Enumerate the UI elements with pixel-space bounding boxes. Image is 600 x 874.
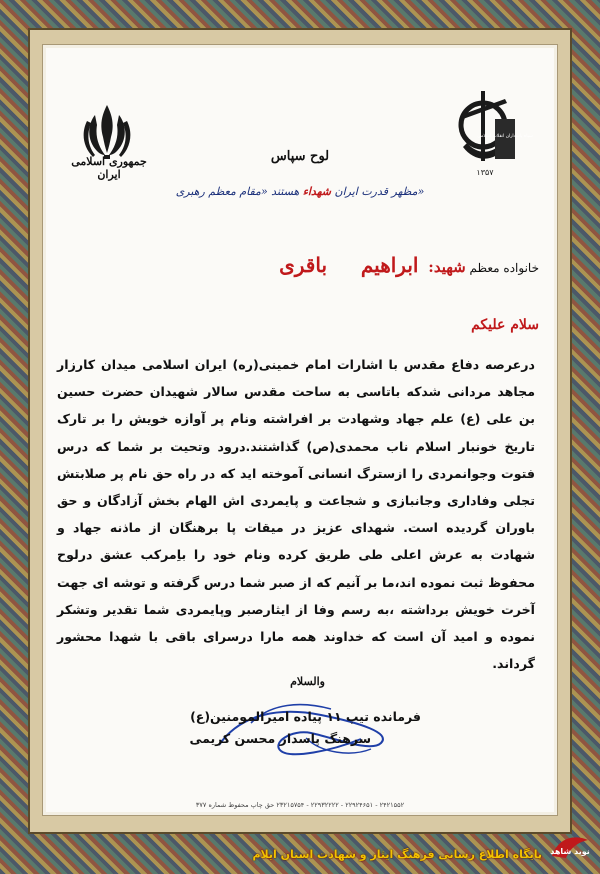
slogan-pre: مظهر قدرت ایران [331, 185, 418, 198]
slogan-post: هستند «مقام معظم رهبری» [175, 185, 425, 198]
slogan [43, 185, 557, 198]
irgc-emblem-text: سپاه پاسداران انقلاب اسلامی [477, 134, 533, 139]
signatory-name: سرهنگ پاسدار محسن کریمی [189, 731, 371, 746]
navid-shahed-logo [548, 832, 592, 862]
greeting: سلام علیکم [471, 317, 539, 333]
slogan-highlight: شهداء [302, 185, 331, 198]
martyr-title: شهید: [428, 258, 466, 276]
martyr-last-name: باقری [279, 253, 328, 277]
closing: والسلام [290, 675, 325, 688]
watermark-text: پایگاه اطلاع رسانی فرهنگ ایثار و شهادت استان ایلام [252, 848, 542, 861]
certificate-title: لوح سپاس [270, 149, 330, 164]
site-watermark [252, 842, 592, 868]
signatory-position: فرمانده تیپ ۱۱ پیاده امیرالمومنین(ع) [190, 709, 421, 724]
recipient-line [279, 253, 539, 277]
emblem-caption: جمهوری اسلامی ایران [71, 155, 147, 181]
family-label: خانواده معظم [469, 261, 539, 275]
signature-scribble [211, 693, 401, 763]
irgc-emblem-icon [453, 85, 533, 181]
irgc-emblem-year: ۱۳۵۷ [476, 168, 494, 177]
footer-print-info: ۲۴۲۱۵۵۲ - ۲۲۹۲۴۶۵۱ - ۲۲۹۳۲۲۲۲ - ۲۳۲۱۵۷۵۴ حق چاپ محفوظ شماره ۳۷۷ [195, 801, 405, 809]
letter-body: درعرصه دفاع مقدس با اشارات امام خمینی(ره) ایران اسلامی میدان کارزار مجاهد مردانی شدکه باتاسی به ساحت مقدس سالار شهیدان حضرت حسین بن علی (ع) علم جهاد وشهادت بر افراشته ونام پر آوازه خویش را بر تارک تاریخ خونبار اسلام ناب محمدی(ص) گذاشتند.درود وتحیت بر شما که درس فتوت وجوانمردی را ازسترگ انسانی آموخته اید که در راه حق نام پر صلابتش تجلی وفاداری وجانبازی و شجاعت و پایمردی اش الهام بخش آزادگان و حق باوران گردیده است. شهدای عزیز در میقات پا برهنگان از ماذنه جهاد و شهادت به عرش اعلی طی طریق کرده ونام خود را باِمرکب عشق درلوح محفوظ ثبت نموده اند،ما بر آنیم که از صبر شما درس گرفته و توشه ای جهت آخرت خویش برداشته ،به رسم وفا از ایثارصبر وپایمردی شما تقدیر وتشکر نموده و امید آن است که خداوند همه مارا درسرای باقی با شهدا محشور گرداند. [57, 357, 535, 672]
svg-text:نوید شاهد: نوید شاهد [550, 847, 590, 856]
martyr-first-name: ابراهیم [360, 253, 419, 277]
certificate-paper [42, 44, 558, 816]
